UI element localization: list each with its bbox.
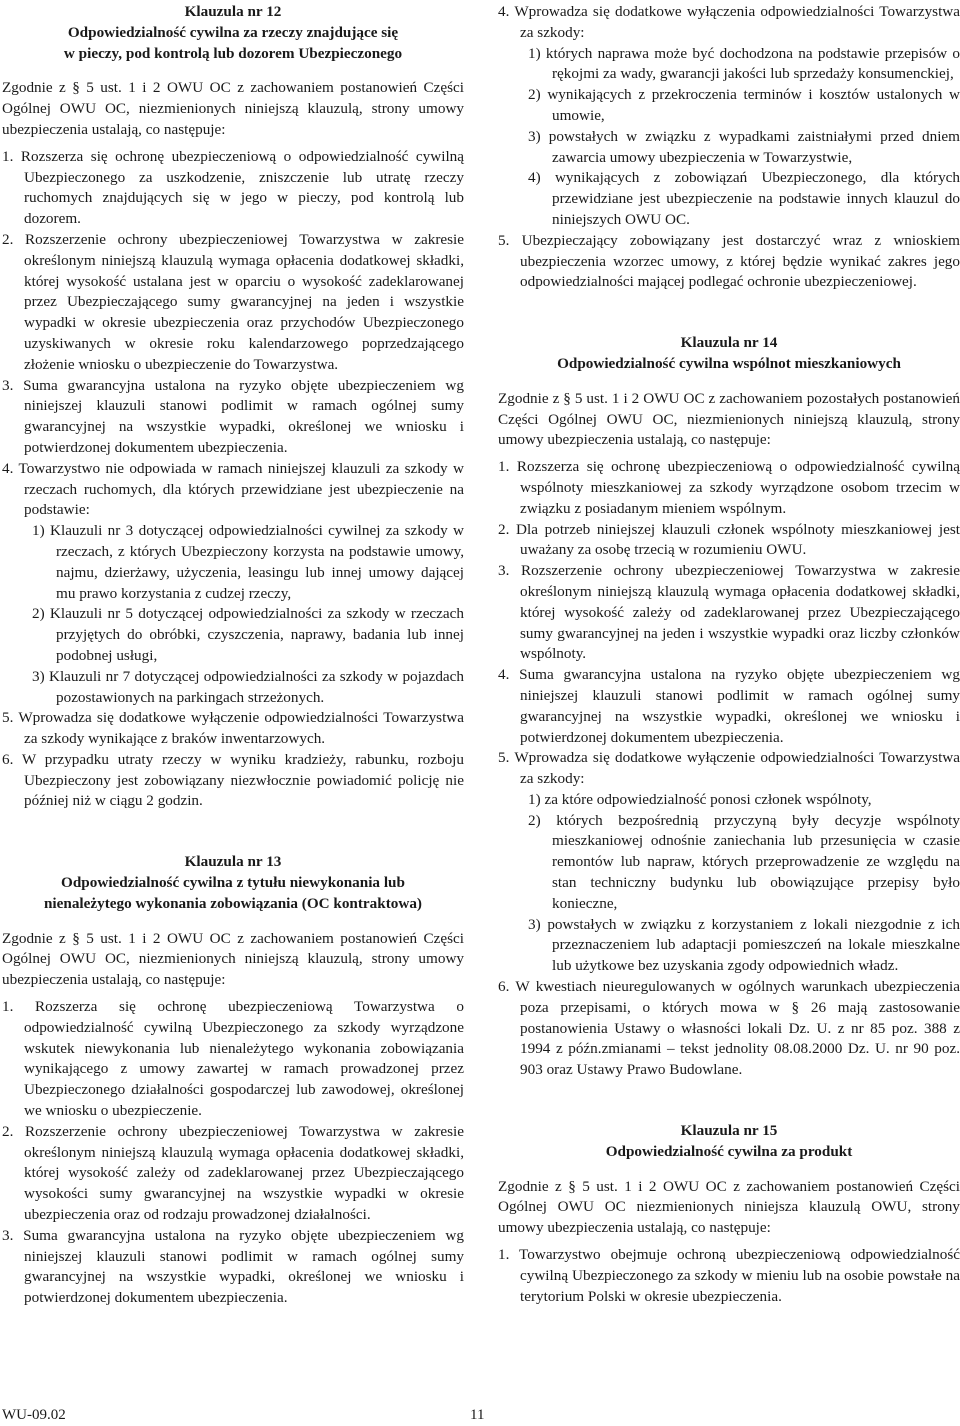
clause-13-point-4-sub-4: 4) wynikających z zobowiązań Ubezpieczonego, dla których przewidziane jest ubezpieczenie na podstawie innych klauzul do niniejszych OWU OC. xyxy=(528,169,960,228)
clause-14-point-3: 3. Rozszerzenie ochrony ubezpieczeniowej Towarzystwa w zakresie określonym niniejszą klauzulą wymaga opłacenia dodatkowej składki, której wysokość zależy od zadeklarowanej przez Ubezpieczającego sumy gwarancyjnej na jeden i wszystkie wypadki oraz liczby członków wspólnoty. xyxy=(498,562,960,663)
page-number: 11 xyxy=(470,1407,485,1423)
clause-13-point-4-sub-1: 1) których naprawa może być dochodzona na podstawie przepisów o rękojmi za wady, gwarancji jakości lub sprzedaży konsumenckiej, xyxy=(528,44,960,83)
clause-13-point-3: 3. Suma gwarancyjna ustalona na ryzyko objęte ubezpieczeniem wg niniejszej klauzuli stanowi podlimit w ramach ogólnej sumy gwarancyjnej na wszystkie wypadki, określonej we wniosku i potwierdzonej dokumentem ubezpieczenia. xyxy=(2,1226,464,1307)
clause-13-point-2: 2. Rozszerzenie ochrony ubezpieczeniowej Towarzystwa w zakresie określonym niniejszą klauzulą wymaga opłacenia dodatkowej składki, której wysokość zależy od zadeklarowanej przez Ubezpieczającego wysokości sumy gwarancyjnej na wszystkie wypadki w okresie ubezpieczenia oraz od rodzaju prowadzonej działalności. xyxy=(2,1122,464,1224)
clause-12-subtitle-line1: Odpowiedzialność cywilna za rzeczy znajdujące się xyxy=(67,23,399,41)
clause-12-intro: Zgodnie z § 5 ust. 1 i 2 OWU OC z zachowaniem postanowień Części Ogólnej OWU OC, niezmienionych niniejszą klauzulą, strony umowy ubezpieczenia ustalają, co następuje: xyxy=(2,79,464,138)
clause-15-point-1: 1. Towarzystwo obejmuje ochroną ubezpieczeniową odpowiedzialność cywilną Ubezpieczonego za szkody w mieniu lub na osobie powstałe na terytorium Polski w okresie ubezpieczenia. xyxy=(498,1246,960,1305)
clause-14-subtitle-line1: Odpowiedzialność cywilna wspólnot mieszkaniowych xyxy=(557,354,901,372)
clause-12-title: Klauzula nr 12 xyxy=(184,3,282,20)
right-column xyxy=(498,2,960,1307)
left-column xyxy=(2,2,464,1309)
clause-14-point-2: 2. Dla potrzeb niniejszej klauzuli członek wspólnoty mieszkaniowej jest uważany za osobę trzecią w rozumieniu OWU. xyxy=(498,520,960,559)
clause-14-intro: Zgodnie z § 5 ust. 1 i 2 OWU OC z zachowaniem pozostałych postanowień Części Ogólnej OWU OC, niezmienionych niniejszą klauzulą, strony umowy ubezpieczenia ustalają, co następuje: xyxy=(498,389,960,449)
clause-15-subtitle-line1: Odpowiedzialność cywilna za produkt xyxy=(605,1142,853,1160)
clause-12-point-4-sub-3: 3) Klauzuli nr 7 dotyczącej odpowiedzialności za szkody w pojazdach pozostawionych na parkingach strzeżonych. xyxy=(32,667,464,706)
clause-13-point-1: 1. Rozszerza się ochronę ubezpieczeniową Towarzystwa o odpowiedzialność cywilną Ubezpieczonego za szkody wyrządzone wskutek niewykonania lub nienależytego wykonania zobowiązania wynikającego z umowy zawartej w ramach prowadzonej przez Ubezpieczonego działalności gospodarczej lub zawodowej, określonej we wniosku o ubezpieczenie. xyxy=(2,998,464,1120)
clause-13-point-4-sub-2: 2) wynikających z przekroczenia terminów i kosztów ustalonych w umowie, xyxy=(528,86,960,124)
clause-14-title: Klauzula nr 14 xyxy=(680,334,778,352)
clause-13-subtitle-line2: nienależytego wykonania zobowiązania (OC kontraktowa) xyxy=(43,894,422,912)
clause-15-title: Klauzula nr 15 xyxy=(680,1122,778,1140)
document-code: WU-09.02 xyxy=(2,1407,66,1423)
clause-12-point-4-sub-1: 1) Klauzuli nr 3 dotyczącej odpowiedzialności cywilnej za szkody w rzeczach, z których Ubezpieczony korzysta na podstawie umowy, najmu, dzierżawy, użyczenia, leasingu lub innej umowy dającej mu prawo korzystania z cudzej rzeczy, xyxy=(32,522,464,602)
clause-13-subtitle-line1: Odpowiedzialność cywilna z tytułu niewykonania lub xyxy=(61,874,405,892)
clause-12-subtitle-line2: w pieczy, pod kontrolą lub dozorem Ubezpieczonego xyxy=(63,44,403,62)
clause-14-heading xyxy=(498,333,960,375)
clause-13-point-4: 4. Wprowadza się dodatkowe wyłączenia odpowiedzialności Towarzystwa za szkody: xyxy=(498,3,960,41)
clause-13-intro: Zgodnie z § 5 ust. 1 i 2 OWU OC z zachowaniem postanowień Części Ogólnej OWU OC, niezmienionych niniejszą klauzulą, strony umowy ubezpieczenia ustalają, co następuje: xyxy=(2,929,464,989)
clause-12-point-3: 3. Suma gwarancyjna ustalona na ryzyko objęte ubezpieczeniem wg niniejszej klauzuli stanowi podlimit w ramach ogólnej sumy gwarancyjnej na wszystkie wypadki, określonej we wniosku i potwierdzonej dokumentem ubezpieczenia. xyxy=(2,376,464,456)
clause-12-point-4: 4. Towarzystwo nie odpowiada w ramach niniejszej klauzuli za szkody w rzeczach ruchomych, dla których przewidziane jest ubezpieczenie na podstawie: xyxy=(2,459,464,519)
clause-14-point-4: 4. Suma gwarancyjna ustalona na ryzyko objęte ubezpieczeniem wg niniejszej klauzuli stanowi podlimit w ramach ogólnej sumy gwarancyjnej na wszystkie wypadki, określonej we wniosku i potwierdzonej dokumentem ubezpieczenia. xyxy=(498,666,960,746)
clause-14-point-1: 1. Rozszerza się ochronę ubezpieczeniową o odpowiedzialność cywilną wspólnoty mieszkaniowej za szkody wyrządzone osobom trzecim w związku z posiadanym mieniem wspólnym. xyxy=(498,458,960,517)
clause-14-point-5-sub-2: 2) których bezpośrednią przyczyną były decyzje wspólnoty mieszkaniowej odnośnie zaniechania lub przesunięcia w czasie remontów lub napraw, których przeprowadzenie ze względu na stan techniczny budynku lub obowiązujące przepisy było konieczne, xyxy=(528,811,960,912)
clause-14-point-5-sub-1: 1) za które odpowiedzialność ponosi członek wspólnoty, xyxy=(528,790,872,808)
clause-12-point-2: 2. Rozszerzenie ochrony ubezpieczeniowej Towarzystwa w zakresie określonym niniejszą klauzulą wymaga opłacenia dodatkowej składki, której wysokość ustalana jest w oparciu o wysokość zadeklarowanej przez Ubezpieczającego sumy gwarancyjnej na jeden i wszystkie wypadki w okresie ubezpieczenia oraz przychodów Ubezpieczonego uzyskiwanych w okresie roku kalendarzowego poprzedzającego złożenie wniosku o ubezpieczenie do Towarzystwa. xyxy=(2,230,464,373)
clause-14-point-5: 5. Wprowadza się dodatkowe wyłączenie odpowiedzialności Towarzystwa za szkody: xyxy=(498,749,960,788)
clause-14-point-6: 6. W kwestiach nieuregulowanych w ogólnych warunkach ubezpieczenia poza przepisami, o których mowa w § 26 mają zastosowanie postanowienia Ustawy o własności lokali Dz. U. z nr 85 poz. 388 z 1994 z późn.zmianami – tekst jednolity 08.08.2000 Dz. U. nr 90 poz. 903 oraz Ustawy Prawo Budowlane. xyxy=(498,978,960,1079)
clause-12-point-6: 6. W przypadku utraty rzeczy w wyniku kradzieży, rabunku, rozboju Ubezpieczony jest zobowiązany niezwłocznie powiadomić policję nie później niż w ciągu 2 godzin. xyxy=(2,750,464,810)
clause-13-title: Klauzula nr 13 xyxy=(184,853,282,871)
clause-12-point-5: 5. Wprowadza się dodatkowe wyłączenie odpowiedzialności Towarzystwa za szkody wynikające z braków inwentarzowych. xyxy=(2,709,464,748)
clause-12-point-4-sub-2: 2) Klauzuli nr 5 dotyczącej odpowiedzialności za szkody w rzeczach przyjętych do obróbki, czyszczenia, naprawy, badania lub innej podobnej usługi, xyxy=(32,605,464,664)
clause-12-heading xyxy=(2,2,464,64)
clause-15-intro: Zgodnie z § 5 ust. 1 i 2 OWU OC z zachowaniem postanowień Części Ogólnej OWU OC niezmienionych niniejsza klauzulą OWU, strony umowy ubezpieczenia ustalają, co następuje: xyxy=(498,1177,960,1237)
clause-13-heading xyxy=(2,852,464,914)
clause-13-point-5: 5. Ubezpieczający zobowiązany jest dostarczyć wraz z wnioskiem ubezpieczenia wzorzec umowy, z której będzie wynikać zakres jego odpowiedzialności mającej podlegać ochronie ubezpieczeniowej. xyxy=(498,231,960,291)
clause-15-heading xyxy=(498,1121,960,1163)
clause-12-point-1: 1. Rozszerza się ochronę ubezpieczeniową o odpowiedzialność cywilną Ubezpieczonego za uszkodzenie, zniszczenie lub utratę rzeczy ruchomych znajdujących się w jego w pieczy, pod kontrolą lub dozorem. xyxy=(2,147,464,228)
clause-14-point-5-sub-3: 3) powstałych w związku z korzystaniem z lokali niezgodnie z ich przeznaczeniem lub adaptacji pomieszczeń na lokale mieszkalne lub użytkowe bez uzyskania zgody odpowiednich władz. xyxy=(528,915,960,975)
clause-13-point-4-sub-3: 3) powstałych w związku z wypadkami zaistniałymi przed dniem zawarcia umowy ubezpieczenia w Towarzystwie, xyxy=(528,127,960,166)
